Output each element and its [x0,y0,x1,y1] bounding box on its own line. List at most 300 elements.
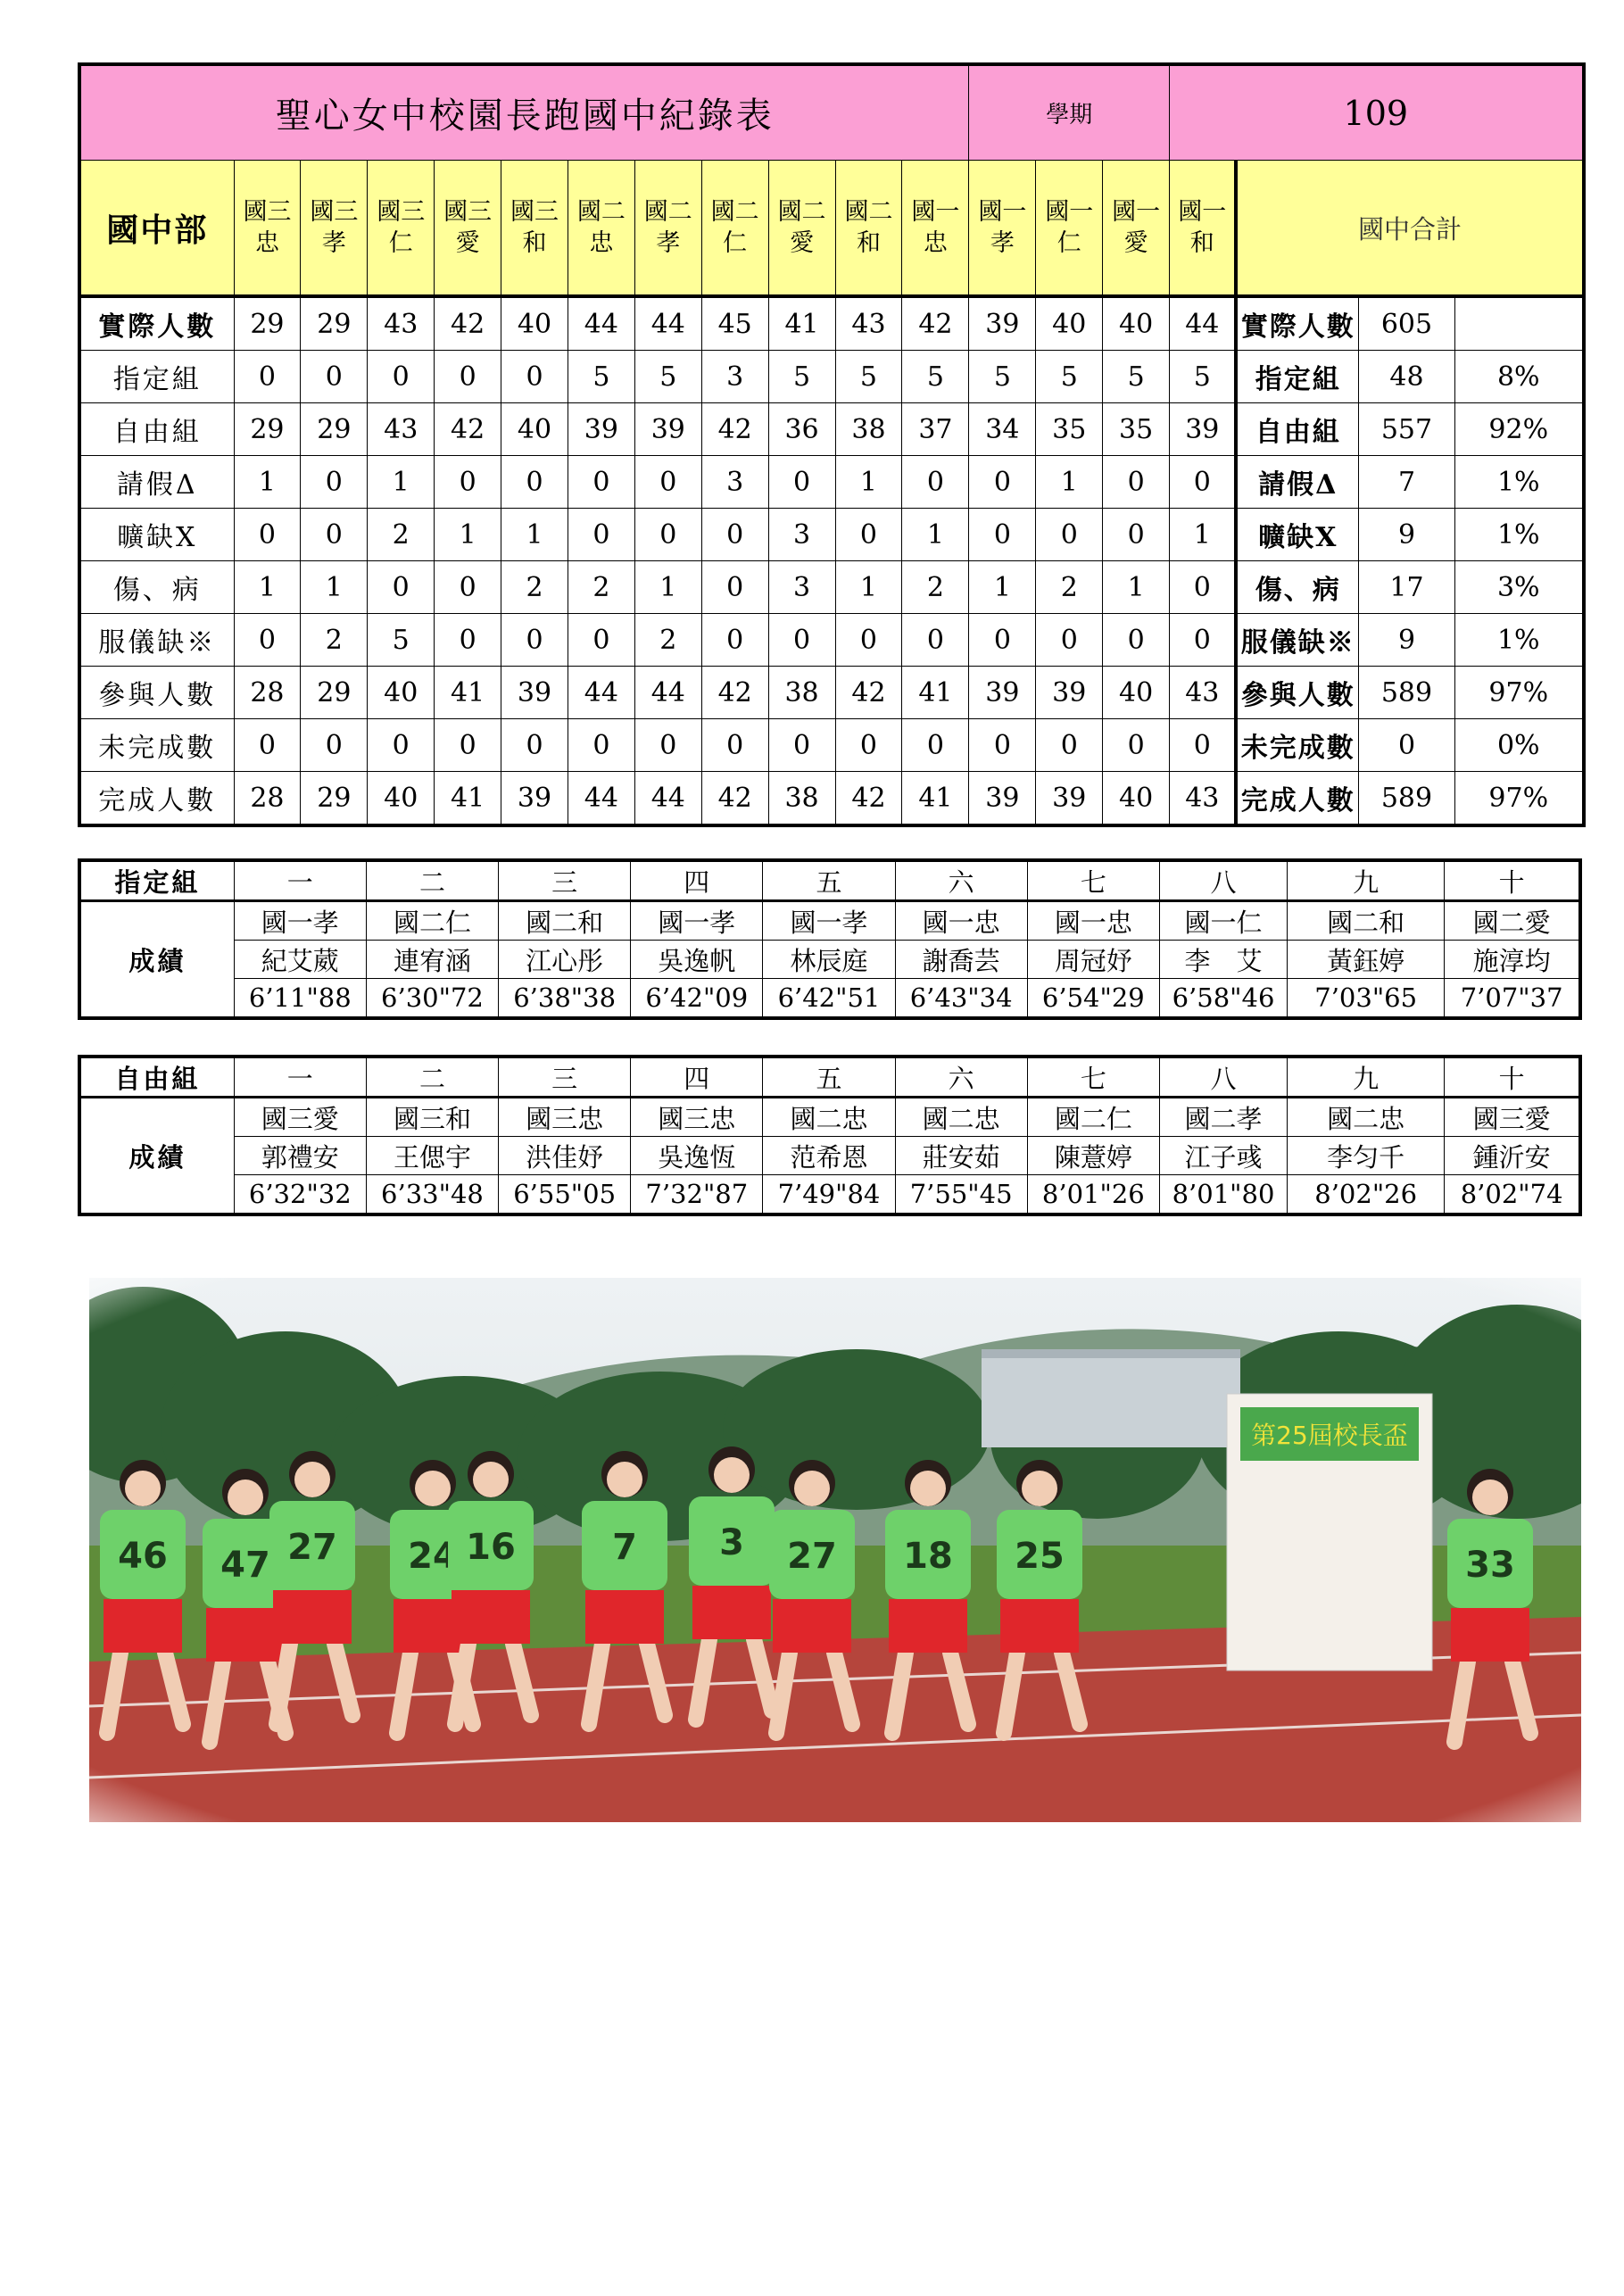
winner-time: 7’32"87 [631,1175,763,1215]
winner-time: 8’02"26 [1288,1175,1445,1215]
cell-value: 41 [902,667,969,719]
cell-value: 1 [501,509,568,561]
cell-value: 44 [634,296,701,351]
cell-value: 43 [1170,667,1237,719]
total-label: 曠缺X [1236,509,1358,561]
cell-value: 0 [1103,614,1170,667]
winner-name: 鍾沂安 [1445,1137,1580,1175]
class-header-row [79,161,1584,297]
cell-value: 0 [301,719,368,772]
total-percent: 1% [1454,509,1583,561]
cell-value: 44 [568,772,634,826]
cell-value: 5 [1036,351,1103,403]
cell-value: 45 [701,296,768,351]
cell-value: 1 [301,561,368,614]
class-header [301,161,368,297]
cell-value: 40 [1103,296,1170,351]
cell-value: 39 [969,667,1036,719]
cell-value: 43 [368,296,435,351]
cell-value: 0 [634,719,701,772]
row-label: 自由組 [79,403,234,456]
class-grade: 國二 [710,198,759,226]
total-value: 9 [1358,614,1454,667]
total-label: 服儀缺※ [1236,614,1358,667]
designated-group-results-table [78,858,1582,1020]
cell-value: 0 [501,614,568,667]
free-group-results-table [78,1055,1582,1216]
rank-header-row [79,860,1580,901]
row-label: 未完成數 [79,719,234,772]
cell-value: 39 [1036,772,1103,826]
total-label: 指定組 [1236,351,1358,403]
winner-name: 林辰庭 [763,941,895,979]
winner-time: 7’07"37 [1445,979,1580,1019]
score-label: 成績 [79,1098,234,1215]
cell-value: 0 [301,456,368,509]
cell-value: 39 [1170,403,1237,456]
cell-value: 0 [435,561,501,614]
cell-value: 40 [1036,296,1103,351]
total-percent [1454,296,1583,351]
row-label: 傷、病 [79,561,234,614]
cell-value: 41 [768,296,835,351]
cell-value: 1 [1036,456,1103,509]
class-grade: 國一 [1112,198,1161,226]
class-header [568,161,634,297]
cell-value: 0 [768,719,835,772]
cell-value: 2 [902,561,969,614]
cell-value: 42 [701,772,768,826]
cell-value: 44 [634,772,701,826]
cell-value: 42 [701,403,768,456]
time-row [79,979,1580,1019]
photo-vignette [89,1278,1581,1822]
class-header [768,161,835,297]
winner-class: 國三忠 [631,1098,763,1137]
dept-label: 國中部 [79,161,234,297]
winner-class: 國二忠 [1288,1098,1445,1137]
cell-value: 0 [368,351,435,403]
winner-time: 8’02"74 [1445,1175,1580,1215]
cell-value: 0 [835,614,902,667]
cell-value: 40 [1103,667,1170,719]
winner-time: 8’01"80 [1159,1175,1287,1215]
cell-value: 39 [634,403,701,456]
cell-value: 39 [568,403,634,456]
winner-name: 李匀千 [1288,1137,1445,1175]
cell-value: 0 [768,614,835,667]
winner-class: 國二愛 [1445,901,1580,941]
cell-value: 36 [768,403,835,456]
cell-value: 0 [1036,614,1103,667]
winner-time: 7’55"45 [895,1175,1027,1215]
cell-value: 0 [501,456,568,509]
class-name: 愛 [1123,229,1148,257]
summary-row [79,719,1584,772]
class-header [902,161,969,297]
class-grade: 國二 [777,198,826,226]
cell-value: 29 [234,403,301,456]
cell-value: 0 [902,614,969,667]
total-value: 7 [1358,456,1454,509]
cell-value: 0 [368,719,435,772]
total-value: 605 [1358,296,1454,351]
class-grade: 國三 [377,198,426,226]
cell-value: 40 [501,296,568,351]
cell-value: 0 [1036,719,1103,772]
class-grade: 國一 [911,198,960,226]
cell-value: 29 [301,403,368,456]
winner-name: 洪佳妤 [499,1137,631,1175]
class-grade: 國一 [1178,198,1227,226]
total-label: 參與人數 [1236,667,1358,719]
winner-name: 郭禮安 [234,1137,366,1175]
winner-time: 6’42"09 [631,979,763,1019]
cell-value: 2 [301,614,368,667]
rank-header: 三 [499,1057,631,1098]
winner-time: 6’32"32 [234,1175,366,1215]
total-value: 589 [1358,772,1454,826]
cell-value: 1 [368,456,435,509]
cell-value: 5 [1103,351,1170,403]
total-value: 9 [1358,509,1454,561]
rank-header: 五 [763,860,895,901]
class-grade: 國二 [643,198,692,226]
semester-value: 109 [1170,64,1584,161]
cell-value: 3 [701,351,768,403]
cell-value: 0 [435,614,501,667]
summary-table [78,62,1586,827]
rank-header: 二 [366,1057,498,1098]
cell-value: 42 [435,403,501,456]
summary-row [79,614,1584,667]
winner-name: 江心彤 [499,941,631,979]
cell-value: 2 [634,614,701,667]
winner-time: 8’01"26 [1027,1175,1159,1215]
cell-value: 44 [1170,296,1237,351]
rank-header: 七 [1027,1057,1159,1098]
summary-row [79,561,1584,614]
cell-value: 40 [501,403,568,456]
cell-value: 44 [634,667,701,719]
rank-header: 一 [234,860,366,901]
row-label: 服儀缺※ [79,614,234,667]
winner-name: 莊安茹 [895,1137,1027,1175]
rank-header: 二 [366,860,498,901]
summary-row [79,403,1584,456]
class-name: 愛 [790,229,815,257]
group-label: 指定組 [79,860,234,901]
summary-row [79,667,1584,719]
total-percent: 1% [1454,456,1583,509]
total-value: 589 [1358,667,1454,719]
cell-value: 5 [835,351,902,403]
cell-value: 0 [634,509,701,561]
cell-value: 43 [368,403,435,456]
cell-value: 41 [902,772,969,826]
winner-name: 王偲宇 [366,1137,498,1175]
name-row [79,1137,1580,1175]
class-grade: 國三 [243,198,292,226]
cell-value: 0 [902,456,969,509]
class-header [835,161,902,297]
cell-value: 29 [301,296,368,351]
cell-value: 0 [1170,719,1237,772]
time-row [79,1175,1580,1215]
cell-value: 0 [435,719,501,772]
winner-name: 吳逸帆 [631,941,763,979]
winner-name: 陳薏婷 [1027,1137,1159,1175]
cell-value: 43 [1170,772,1237,826]
cell-value: 35 [1036,403,1103,456]
rank-header: 四 [631,1057,763,1098]
cell-value: 38 [835,403,902,456]
cell-value: 34 [969,403,1036,456]
cell-value: 5 [969,351,1036,403]
winner-name: 江子彧 [1159,1137,1287,1175]
cell-value: 0 [701,719,768,772]
cell-value: 44 [568,667,634,719]
winner-name: 紀艾葳 [234,941,366,979]
cell-value: 35 [1103,403,1170,456]
winner-name: 黃鈺婷 [1288,941,1445,979]
title-row [79,64,1584,161]
total-value: 17 [1358,561,1454,614]
class-name: 孝 [990,229,1015,257]
cell-value: 39 [1036,667,1103,719]
winner-name: 吳逸恆 [631,1137,763,1175]
cell-value: 0 [1103,719,1170,772]
winner-time: 6’33"48 [366,1175,498,1215]
class-name: 孝 [656,229,681,257]
row-label: 曠缺X [79,509,234,561]
cell-value: 0 [1170,561,1237,614]
rank-header: 八 [1159,1057,1287,1098]
class-header [634,161,701,297]
cell-value: 42 [835,772,902,826]
winner-time: 6’42"51 [763,979,895,1019]
cell-value: 0 [301,509,368,561]
row-label: 完成人數 [79,772,234,826]
total-label: 自由組 [1236,403,1358,456]
cell-value: 0 [568,456,634,509]
rank-header: 八 [1159,860,1287,901]
winner-name: 范希恩 [763,1137,895,1175]
class-header [701,161,768,297]
class-grade: 國三 [310,198,359,226]
cell-value: 0 [301,351,368,403]
winner-class: 國三和 [366,1098,498,1137]
winner-time: 6’58"46 [1159,979,1287,1019]
winner-class: 國一孝 [234,901,366,941]
cell-value: 0 [835,719,902,772]
class-header [1170,161,1237,297]
cell-value: 43 [835,296,902,351]
cell-value: 1 [835,456,902,509]
cell-value: 1 [234,561,301,614]
class-header [435,161,501,297]
winner-name: 謝喬芸 [895,941,1027,979]
cell-value: 2 [501,561,568,614]
cell-value: 0 [969,719,1036,772]
cell-value: 0 [568,509,634,561]
cell-value: 5 [568,351,634,403]
page-title: 聖心女中校園長跑國中紀錄表 [79,64,969,161]
total-percent: 1% [1454,614,1583,667]
cell-value: 5 [634,351,701,403]
rank-header: 六 [895,860,1027,901]
cell-value: 0 [234,351,301,403]
cell-value: 0 [1170,614,1237,667]
rank-header: 四 [631,860,763,901]
total-value: 48 [1358,351,1454,403]
cell-value: 0 [1170,456,1237,509]
class-header [234,161,301,297]
cell-value: 0 [501,351,568,403]
cell-value: 40 [1103,772,1170,826]
cell-value: 0 [1103,509,1170,561]
total-percent: 92% [1454,403,1583,456]
total-percent: 8% [1454,351,1583,403]
cell-value: 0 [435,456,501,509]
cell-value: 0 [568,614,634,667]
rank-header: 七 [1027,860,1159,901]
cell-value: 0 [435,351,501,403]
total-percent: 97% [1454,667,1583,719]
cell-value: 0 [701,614,768,667]
cell-value: 29 [301,667,368,719]
class-name: 忠 [589,229,614,257]
cell-value: 40 [368,772,435,826]
cell-value: 1 [634,561,701,614]
class-grade: 國一 [1045,198,1094,226]
cell-value: 1 [1103,561,1170,614]
cell-value: 39 [969,772,1036,826]
cell-value: 5 [902,351,969,403]
cell-value: 42 [835,667,902,719]
cell-value: 39 [501,667,568,719]
cell-value: 44 [568,296,634,351]
cell-value: 37 [902,403,969,456]
total-label: 請假Δ [1236,456,1358,509]
winner-class: 國三愛 [1445,1098,1580,1137]
rank-header: 一 [234,1057,366,1098]
semester-label: 學期 [969,64,1170,161]
cell-value: 28 [234,667,301,719]
winner-class: 國一仁 [1159,901,1287,941]
class-header [368,161,435,297]
class-row [79,901,1580,941]
score-label: 成績 [79,901,234,1019]
cell-value: 3 [768,509,835,561]
total-percent: 97% [1454,772,1583,826]
winner-class: 國二仁 [366,901,498,941]
cell-value: 0 [969,509,1036,561]
cell-value: 1 [435,509,501,561]
cell-value: 0 [501,719,568,772]
rank-header: 三 [499,860,631,901]
class-grade: 國一 [978,198,1027,226]
cell-value: 0 [768,456,835,509]
cell-value: 39 [969,296,1036,351]
row-label: 實際人數 [79,296,234,351]
winner-class: 國一忠 [895,901,1027,941]
rank-header-row [79,1057,1580,1098]
class-name: 忠 [923,229,948,257]
winner-time: 6’55"05 [499,1175,631,1215]
row-label: 請假Δ [79,456,234,509]
winner-class: 國三愛 [234,1098,366,1137]
row-label: 指定組 [79,351,234,403]
summary-row [79,456,1584,509]
cell-value: 1 [902,509,969,561]
cell-value: 42 [701,667,768,719]
winner-class: 國二孝 [1159,1098,1287,1137]
class-grade: 國二 [576,198,626,226]
cell-value: 0 [234,719,301,772]
total-label: 實際人數 [1236,296,1358,351]
total-value: 557 [1358,403,1454,456]
group-label: 自由組 [79,1057,234,1098]
rank-header: 六 [895,1057,1027,1098]
summary-row [79,351,1584,403]
cell-value: 42 [902,296,969,351]
cell-value: 2 [568,561,634,614]
cell-value: 1 [234,456,301,509]
class-header [1036,161,1103,297]
total-header: 國中合計 [1236,161,1583,297]
row-label: 參與人數 [79,667,234,719]
cell-value: 41 [435,667,501,719]
winner-class: 國二仁 [1027,1098,1159,1137]
class-name: 孝 [321,229,346,257]
cell-value: 0 [1036,509,1103,561]
total-label: 未完成數 [1236,719,1358,772]
cell-value: 0 [368,561,435,614]
cell-value: 0 [969,614,1036,667]
winner-name: 施淳均 [1445,941,1580,979]
total-label: 完成人數 [1236,772,1358,826]
cell-value: 0 [969,456,1036,509]
cell-value: 39 [501,772,568,826]
summary-row [79,509,1584,561]
cell-value: 1 [1170,509,1237,561]
rank-header: 十 [1445,1057,1580,1098]
class-header [501,161,568,297]
class-name: 和 [1189,229,1214,257]
winner-class: 國二忠 [895,1098,1027,1137]
cell-value: 5 [1170,351,1237,403]
winner-time: 6’11"88 [234,979,366,1019]
cell-value: 0 [634,456,701,509]
winner-class: 國二和 [1288,901,1445,941]
cell-value: 38 [768,772,835,826]
winner-class: 國一忠 [1027,901,1159,941]
cell-value: 0 [701,509,768,561]
cell-value: 0 [234,509,301,561]
class-header [1103,161,1170,297]
total-label: 傷、病 [1236,561,1358,614]
winner-class: 國二和 [499,901,631,941]
rank-header: 五 [763,1057,895,1098]
class-name: 仁 [723,229,748,257]
cell-value: 1 [835,561,902,614]
cell-value: 0 [568,719,634,772]
name-row [79,941,1580,979]
cell-value: 38 [768,667,835,719]
total-value: 0 [1358,719,1454,772]
winner-name: 周冠妤 [1027,941,1159,979]
